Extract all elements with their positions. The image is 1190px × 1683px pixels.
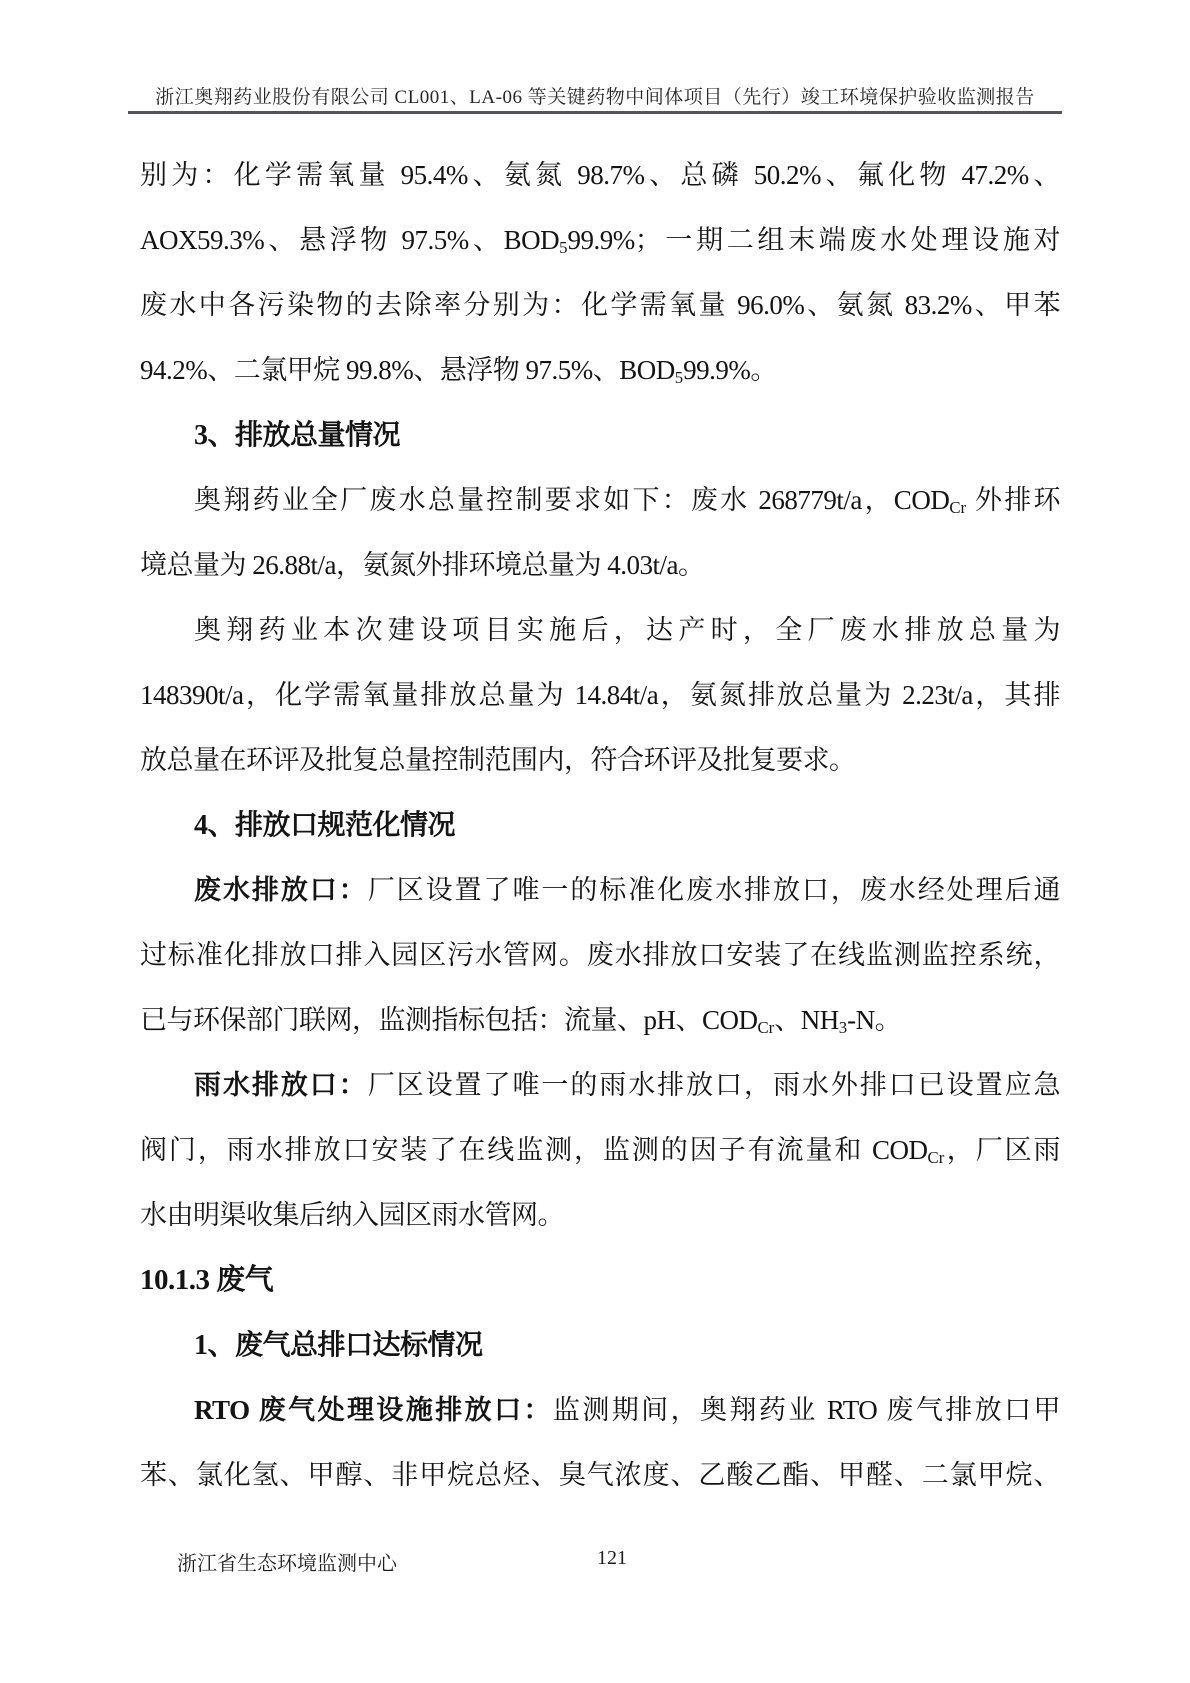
text-segment: 3、排放总量情况 xyxy=(194,420,401,451)
subscript-text: 3 xyxy=(838,1018,848,1038)
text-segment: 、NH xyxy=(774,1005,839,1035)
text-segment: 监测期间，奥翔药业 RTO 废气排放口甲 xyxy=(552,1395,1060,1425)
para-removal-rate-line-1 xyxy=(140,143,1060,208)
text-segment: 已与环保部门联网，监测指标包括：流量、pH、COD xyxy=(140,1005,758,1035)
header-rule xyxy=(128,111,1062,114)
text-segment: AOX59.3%、悬浮物 97.5%、BOD xyxy=(140,225,560,255)
para-wastewater-outlet-line-1 xyxy=(140,858,1060,923)
text-segment: 10.1.3 废气 xyxy=(140,1264,274,1296)
para-total-control-line-2 xyxy=(140,533,1060,598)
heading-1-waste-gas-outlet xyxy=(140,1313,1060,1378)
para-wastewater-outlet-line-3 xyxy=(140,988,1060,1053)
text-segment: 奥翔药业本次建设项目实施后，达产时，全厂废水排放总量为 xyxy=(194,615,1060,645)
text-segment: 苯、氯化氢、甲醇、非甲烷总烃、臭气浓度、乙酸乙酯、甲醛、二氯甲烷、 xyxy=(140,1460,1060,1490)
text-segment: 别为：化学需氧量 95.4%、氨氮 98.7%、总磷 50.2%、氟化物 47.2%、 xyxy=(140,160,1060,190)
text-segment: -N。 xyxy=(847,1005,902,1035)
text-segment: 境总量为 26.88t/a，氨氮外排环境总量为 4.03t/a。 xyxy=(140,550,705,580)
text-segment: 废水中各污染物的去除率分别为：化学需氧量 96.0%、氨氮 83.2%、甲苯 xyxy=(140,290,1060,320)
text-segment: 雨水排放口： xyxy=(194,1070,368,1100)
para-rainwater-outlet-line-3 xyxy=(140,1183,1060,1248)
footer-page-number: 121 xyxy=(597,1547,627,1569)
text-segment: 水由明渠收集后纳入园区雨水管网。 xyxy=(140,1200,564,1230)
heading-3-total-emission xyxy=(140,403,1060,468)
text-segment: 99.9%。 xyxy=(683,355,777,385)
para-after-project-line-3 xyxy=(140,728,1060,793)
text-segment: 厂区设置了唯一的雨水排放口，雨水外排口已设置应急 xyxy=(367,1070,1060,1100)
para-rto-outlet-line-2 xyxy=(140,1443,1060,1508)
subscript-text: Cr xyxy=(927,1148,945,1168)
text-segment: 放总量在环评及批复总量控制范围内，符合环评及批复要求。 xyxy=(140,745,856,775)
para-removal-rate-line-3 xyxy=(140,273,1060,338)
text-segment: ，厂区雨 xyxy=(944,1135,1060,1165)
para-removal-rate-line-2 xyxy=(140,208,1060,273)
para-after-project-line-2 xyxy=(140,663,1060,728)
para-wastewater-outlet-line-2 xyxy=(140,923,1060,988)
para-rto-outlet-line-1 xyxy=(140,1378,1060,1443)
subscript-text: Cr xyxy=(949,498,967,518)
text-segment: 148390t/a，化学需氧量排放总量为 14.84t/a，氨氮排放总量为 2.23t/a，其排 xyxy=(140,680,1060,710)
subscript-text: Cr xyxy=(757,1018,775,1038)
text-segment: 外排环 xyxy=(966,485,1060,515)
text-segment: RTO 废气处理设施排放口： xyxy=(194,1395,553,1425)
page-header-title: 浙江奥翔药业股份有限公司 CL001、LA-06 等关键药物中间体项目（先行）竣工环境保护验收监测报告 xyxy=(155,87,1035,108)
text-segment: 奥翔药业全厂废水总量控制要求如下：废水 268779t/a，COD xyxy=(194,485,950,515)
subscript-text: 5 xyxy=(559,238,568,258)
document-body xyxy=(140,143,1060,1508)
para-after-project-line-1 xyxy=(140,598,1060,663)
text-segment: 过标准化排放口排入园区污水管网。废水排放口安装了在线监测监控系统， xyxy=(140,940,1060,970)
text-segment: 厂区设置了唯一的标准化废水排放口，废水经处理后通 xyxy=(367,875,1060,905)
section-10-1-3-waste-gas xyxy=(140,1248,1060,1313)
text-segment: 1、废气总排口达标情况 xyxy=(194,1330,483,1361)
subscript-text: 5 xyxy=(674,368,684,388)
text-segment: 94.2%、二氯甲烷 99.8%、悬浮物 97.5%、BOD xyxy=(140,355,675,385)
text-segment: 99.9%；一期二组末端废水处理设施对 xyxy=(567,225,1060,255)
para-total-control-line-1 xyxy=(140,468,1060,533)
para-rainwater-outlet-line-2 xyxy=(140,1118,1060,1183)
para-removal-rate-line-4 xyxy=(140,338,1060,403)
text-segment: 4、排放口规范化情况 xyxy=(194,810,456,841)
text-segment: 阀门，雨水排放口安装了在线监测，监测的因子有流量和 COD xyxy=(140,1135,928,1165)
heading-4-outlet-standardization xyxy=(140,793,1060,858)
text-segment: 废水排放口： xyxy=(194,875,368,905)
footer-organization: 浙江省生态环境监测中心 xyxy=(177,1553,397,1575)
para-rainwater-outlet-line-1 xyxy=(140,1053,1060,1118)
